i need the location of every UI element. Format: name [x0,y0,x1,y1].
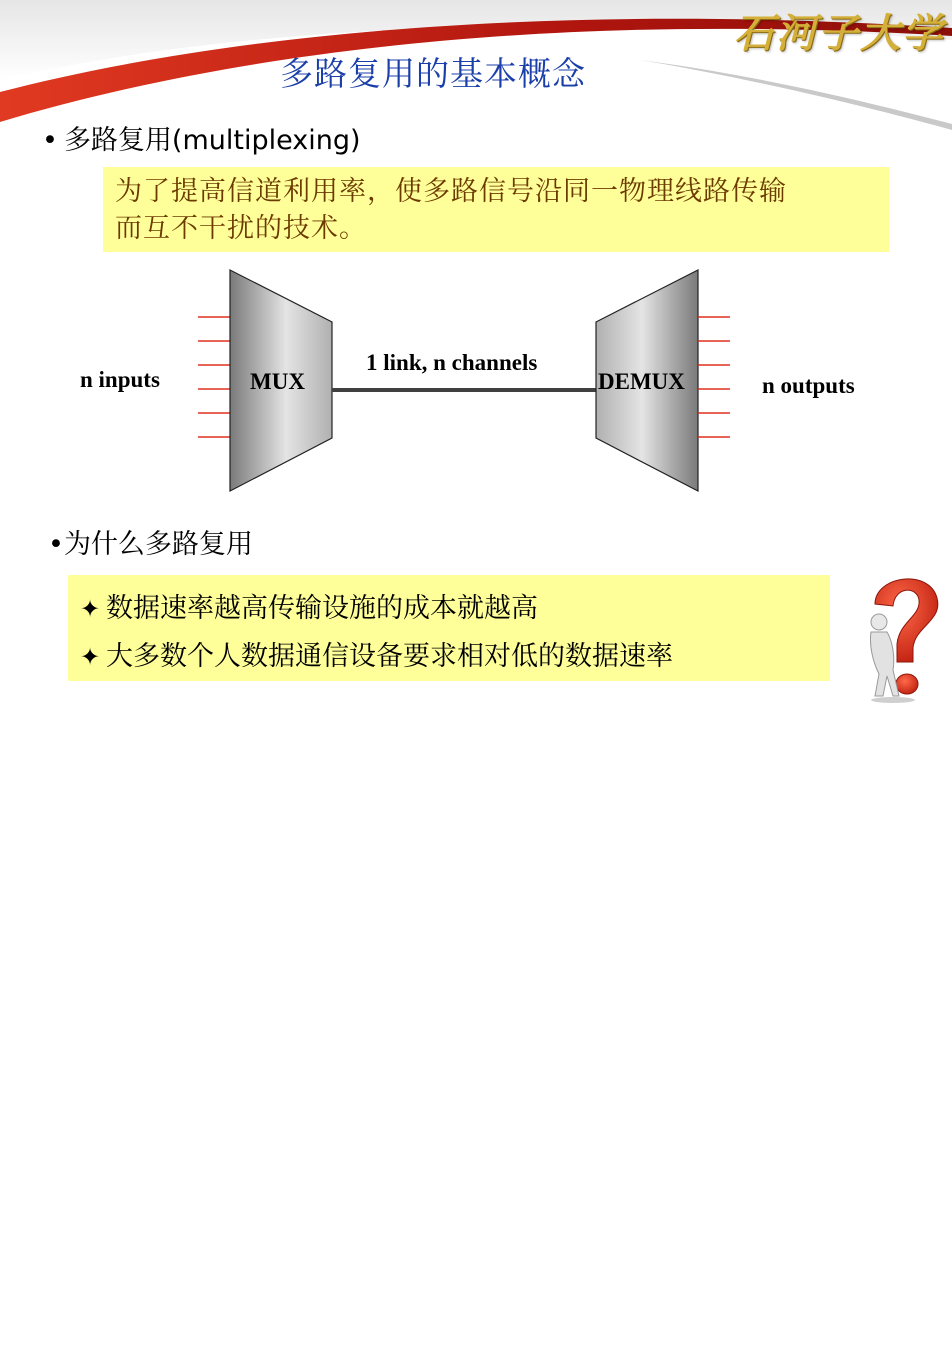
reason-item [80,633,818,681]
section2-heading [48,522,253,561]
output-lines [698,317,730,437]
mux-demux-diagram [60,265,900,500]
section2-heading-text: 为什么多路复用 [63,529,253,560]
section1-heading [42,118,361,157]
bullet-icon: • [42,125,58,156]
definition-box [103,167,889,252]
star-bullet-icon: ✦ [80,595,101,623]
mux-label: MUX [250,369,305,394]
link-label: 1 link, n channels [366,350,538,375]
reasons-box [68,575,830,681]
reason-item [80,585,818,633]
input-lines [198,317,230,437]
reason-text: 数据速率越高传输设施的成本就越高 [106,593,538,624]
outputs-label: n outputs [762,373,855,398]
university-logo: 石河子大学 [734,10,944,57]
definition-line-2: 而互不干扰的技术。 [115,213,367,244]
definition-line-1: 为了提高信道利用率，使多路信号沿同一物理线路传输 [115,176,787,207]
inputs-label: n inputs [80,367,160,392]
bullet-icon: • [48,529,64,560]
reason-text: 大多数个人数据通信设备要求相对低的数据速率 [106,641,673,672]
question-mark-figure-icon [853,566,945,704]
demux-label: DEMUX [598,369,685,394]
section1-heading-text: 多路复用(multiplexing) [63,125,361,156]
star-bullet-icon: ✦ [80,643,101,671]
page-title: 多路复用的基本概念 [280,54,586,93]
